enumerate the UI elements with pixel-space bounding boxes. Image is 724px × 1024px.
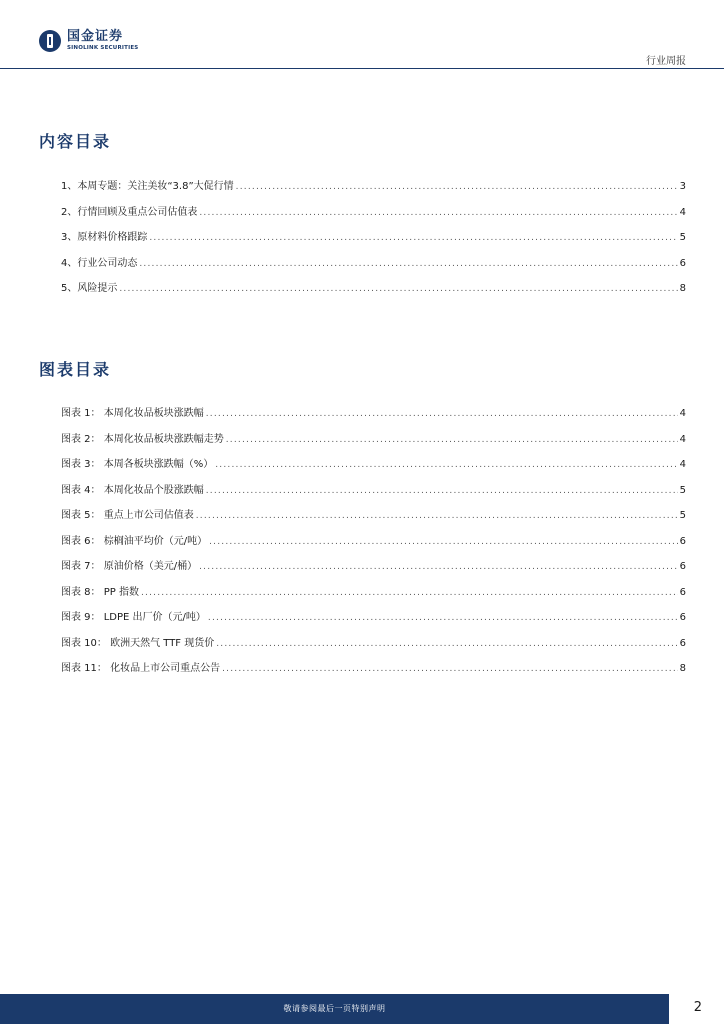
entry-page-number[interactable]: 8: [679, 663, 686, 674]
logo-text-en: SINOLINK SECURITIES: [67, 45, 139, 51]
figures-title: 图表目录: [39, 360, 112, 379]
figure-entry[interactable]: [61, 481, 686, 507]
figure-entry[interactable]: [61, 506, 686, 532]
figure-entry[interactable]: [61, 455, 686, 481]
contents-list: [61, 177, 686, 305]
company-logo: [38, 29, 138, 53]
page-header: [0, 0, 724, 68]
figure-entry[interactable]: [61, 404, 686, 430]
entry-label[interactable]: 4、行业公司动态: [61, 257, 138, 269]
figure-entry[interactable]: [61, 583, 686, 609]
footer-disclaimer: 敬请参阅最后一页特别声明: [283, 1004, 386, 1013]
figure-entry[interactable]: [61, 634, 686, 660]
dot-leader: [199, 208, 677, 218]
entry-label[interactable]: 图表 7： 原油价格（美元/桶）: [61, 561, 198, 572]
entry-page-number[interactable]: 8: [679, 283, 686, 294]
header-divider: [0, 68, 724, 69]
entry-label[interactable]: 2、行情回顾及重点公司估值表: [61, 206, 198, 218]
entry-label[interactable]: 图表 9： LDPE 出厂价（元/吨）: [61, 612, 206, 623]
entry-page-number[interactable]: 4: [679, 408, 686, 419]
dot-leader: [206, 409, 678, 419]
dot-leader: [206, 486, 678, 496]
toc-entry[interactable]: [61, 228, 686, 254]
dot-leader: [141, 588, 678, 598]
toc-entry[interactable]: [61, 203, 686, 229]
entry-page-number[interactable]: 5: [679, 510, 686, 521]
entry-label[interactable]: 图表 4： 本周化妆品个股涨跌幅: [61, 484, 204, 496]
figure-entry[interactable]: [61, 608, 686, 634]
entry-label[interactable]: 图表 11： 化妆品上市公司重点公告: [61, 663, 221, 674]
entry-page-number[interactable]: 6: [679, 535, 686, 547]
figure-entry[interactable]: [61, 532, 686, 558]
page-number: 2: [693, 1000, 702, 1015]
dot-leader: [208, 613, 678, 623]
entry-label[interactable]: 图表 8： PP 指数: [61, 586, 139, 598]
dot-leader: [236, 182, 678, 192]
entry-label[interactable]: 图表 5： 重点上市公司估值表: [61, 510, 194, 521]
entry-page-number[interactable]: 3: [679, 181, 686, 192]
entry-page-number[interactable]: 4: [679, 206, 686, 218]
entry-label[interactable]: 5、风险提示: [61, 283, 118, 294]
dot-leader: [199, 562, 678, 572]
entry-label[interactable]: 1、本周专题：关注美妆“3.8”大促行情: [61, 181, 234, 192]
entry-page-number[interactable]: 4: [679, 433, 686, 445]
dot-leader: [196, 511, 678, 521]
report-type-label: 行业周报: [646, 56, 686, 67]
figures-list: [61, 404, 686, 685]
contents-title: 内容目录: [39, 132, 112, 151]
logo-text-cn: 国金证券: [67, 29, 124, 44]
logo-mark-icon: [38, 29, 62, 53]
dot-leader: [139, 259, 677, 269]
entry-label[interactable]: 图表 2： 本周化妆品板块涨跌幅走势: [61, 433, 224, 445]
entry-page-number[interactable]: 6: [679, 637, 686, 649]
dot-leader: [216, 639, 677, 649]
entry-page-number[interactable]: 4: [679, 459, 686, 470]
dot-leader: [119, 284, 677, 294]
dot-leader: [215, 460, 677, 470]
dot-leader: [209, 537, 678, 547]
entry-label[interactable]: 图表 1： 本周化妆品板块涨跌幅: [61, 408, 204, 419]
entry-label[interactable]: 图表 3： 本周各板块涨跌幅（%）: [61, 459, 214, 470]
toc-entry[interactable]: [61, 279, 686, 305]
toc-entry[interactable]: [61, 177, 686, 203]
figure-entry[interactable]: [61, 430, 686, 456]
entry-label[interactable]: 3、原材料价格跟踪: [61, 232, 148, 243]
dot-leader: [149, 233, 677, 243]
toc-entry[interactable]: [61, 254, 686, 280]
figure-entry[interactable]: [61, 557, 686, 583]
entry-page-number[interactable]: 6: [679, 257, 686, 269]
entry-page-number[interactable]: 5: [679, 232, 686, 243]
entry-page-number[interactable]: 5: [679, 484, 686, 496]
entry-page-number[interactable]: 6: [679, 561, 686, 572]
entry-label[interactable]: 图表 10： 欧洲天然气 TTF 现货价: [61, 637, 215, 649]
dot-leader: [222, 664, 678, 674]
figure-entry[interactable]: [61, 659, 686, 685]
entry-label[interactable]: 图表 6： 棕榈油平均价（元/吨）: [61, 535, 208, 547]
entry-page-number[interactable]: 6: [679, 612, 686, 623]
page-footer: [0, 994, 724, 1024]
dot-leader: [226, 435, 678, 445]
entry-page-number[interactable]: 6: [679, 586, 686, 598]
